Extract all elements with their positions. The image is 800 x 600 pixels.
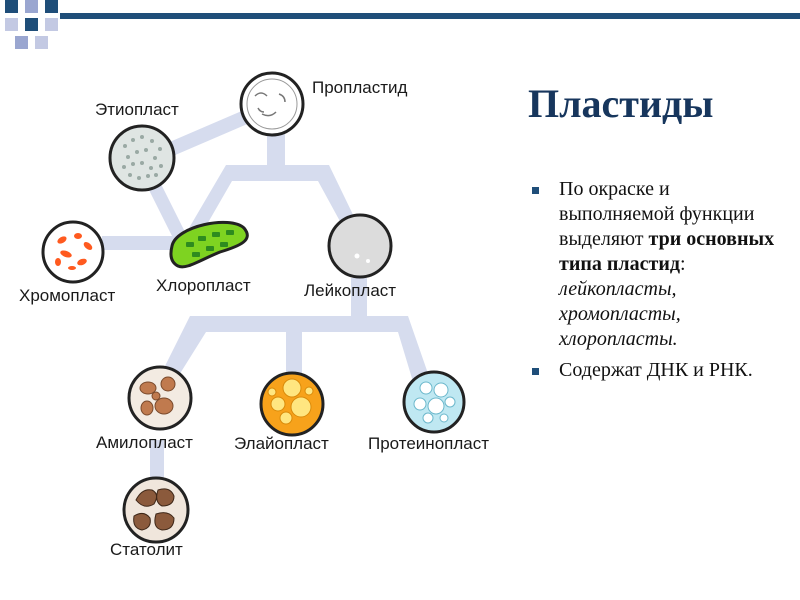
connector <box>286 328 302 378</box>
amyloplast-cell <box>129 367 191 429</box>
label-statolith: Статолит <box>110 540 183 559</box>
bullet-italic-list: лейкопласты, хромопласты, хлоропласты. <box>559 278 681 350</box>
elaioplast-cell <box>261 373 323 435</box>
connector <box>102 236 180 250</box>
bullet-item <box>532 358 782 383</box>
bullet-list <box>532 177 782 389</box>
bullet-emphasis: три основных типа пластид <box>559 228 775 275</box>
bullet-text: Содержат ДНК и РНК. <box>559 359 753 381</box>
label-etioplast: Этиопласт <box>95 100 179 119</box>
bullet-square-icon <box>532 187 539 194</box>
leucoplast-cell <box>329 215 391 277</box>
slide-title: Пластиды <box>528 81 714 126</box>
label-proteinoplast: Протеинопласт <box>368 434 490 453</box>
statolith-cell <box>124 478 188 542</box>
label-leucoplast: Лейкопласт <box>304 281 397 300</box>
label-chloroplast: Хлоропласт <box>156 276 251 295</box>
label-proplastid: Пропластид <box>312 78 408 97</box>
label-chromoplast: Хромопласт <box>19 286 116 305</box>
bullet-text: По окраске и выполняемой функции выделяют <box>559 178 755 250</box>
label-amyloplast: Амилопласт <box>96 433 193 452</box>
proplastid-cell <box>241 73 303 135</box>
bullet-square-icon <box>532 368 539 375</box>
label-elaioplast: Элайопласт <box>234 434 329 453</box>
bullet-text: : <box>679 253 686 275</box>
chromoplast-cell <box>43 222 103 282</box>
proteinoplast-cell <box>404 372 464 432</box>
etioplast-cell <box>110 126 174 190</box>
bullet-item <box>532 177 782 352</box>
